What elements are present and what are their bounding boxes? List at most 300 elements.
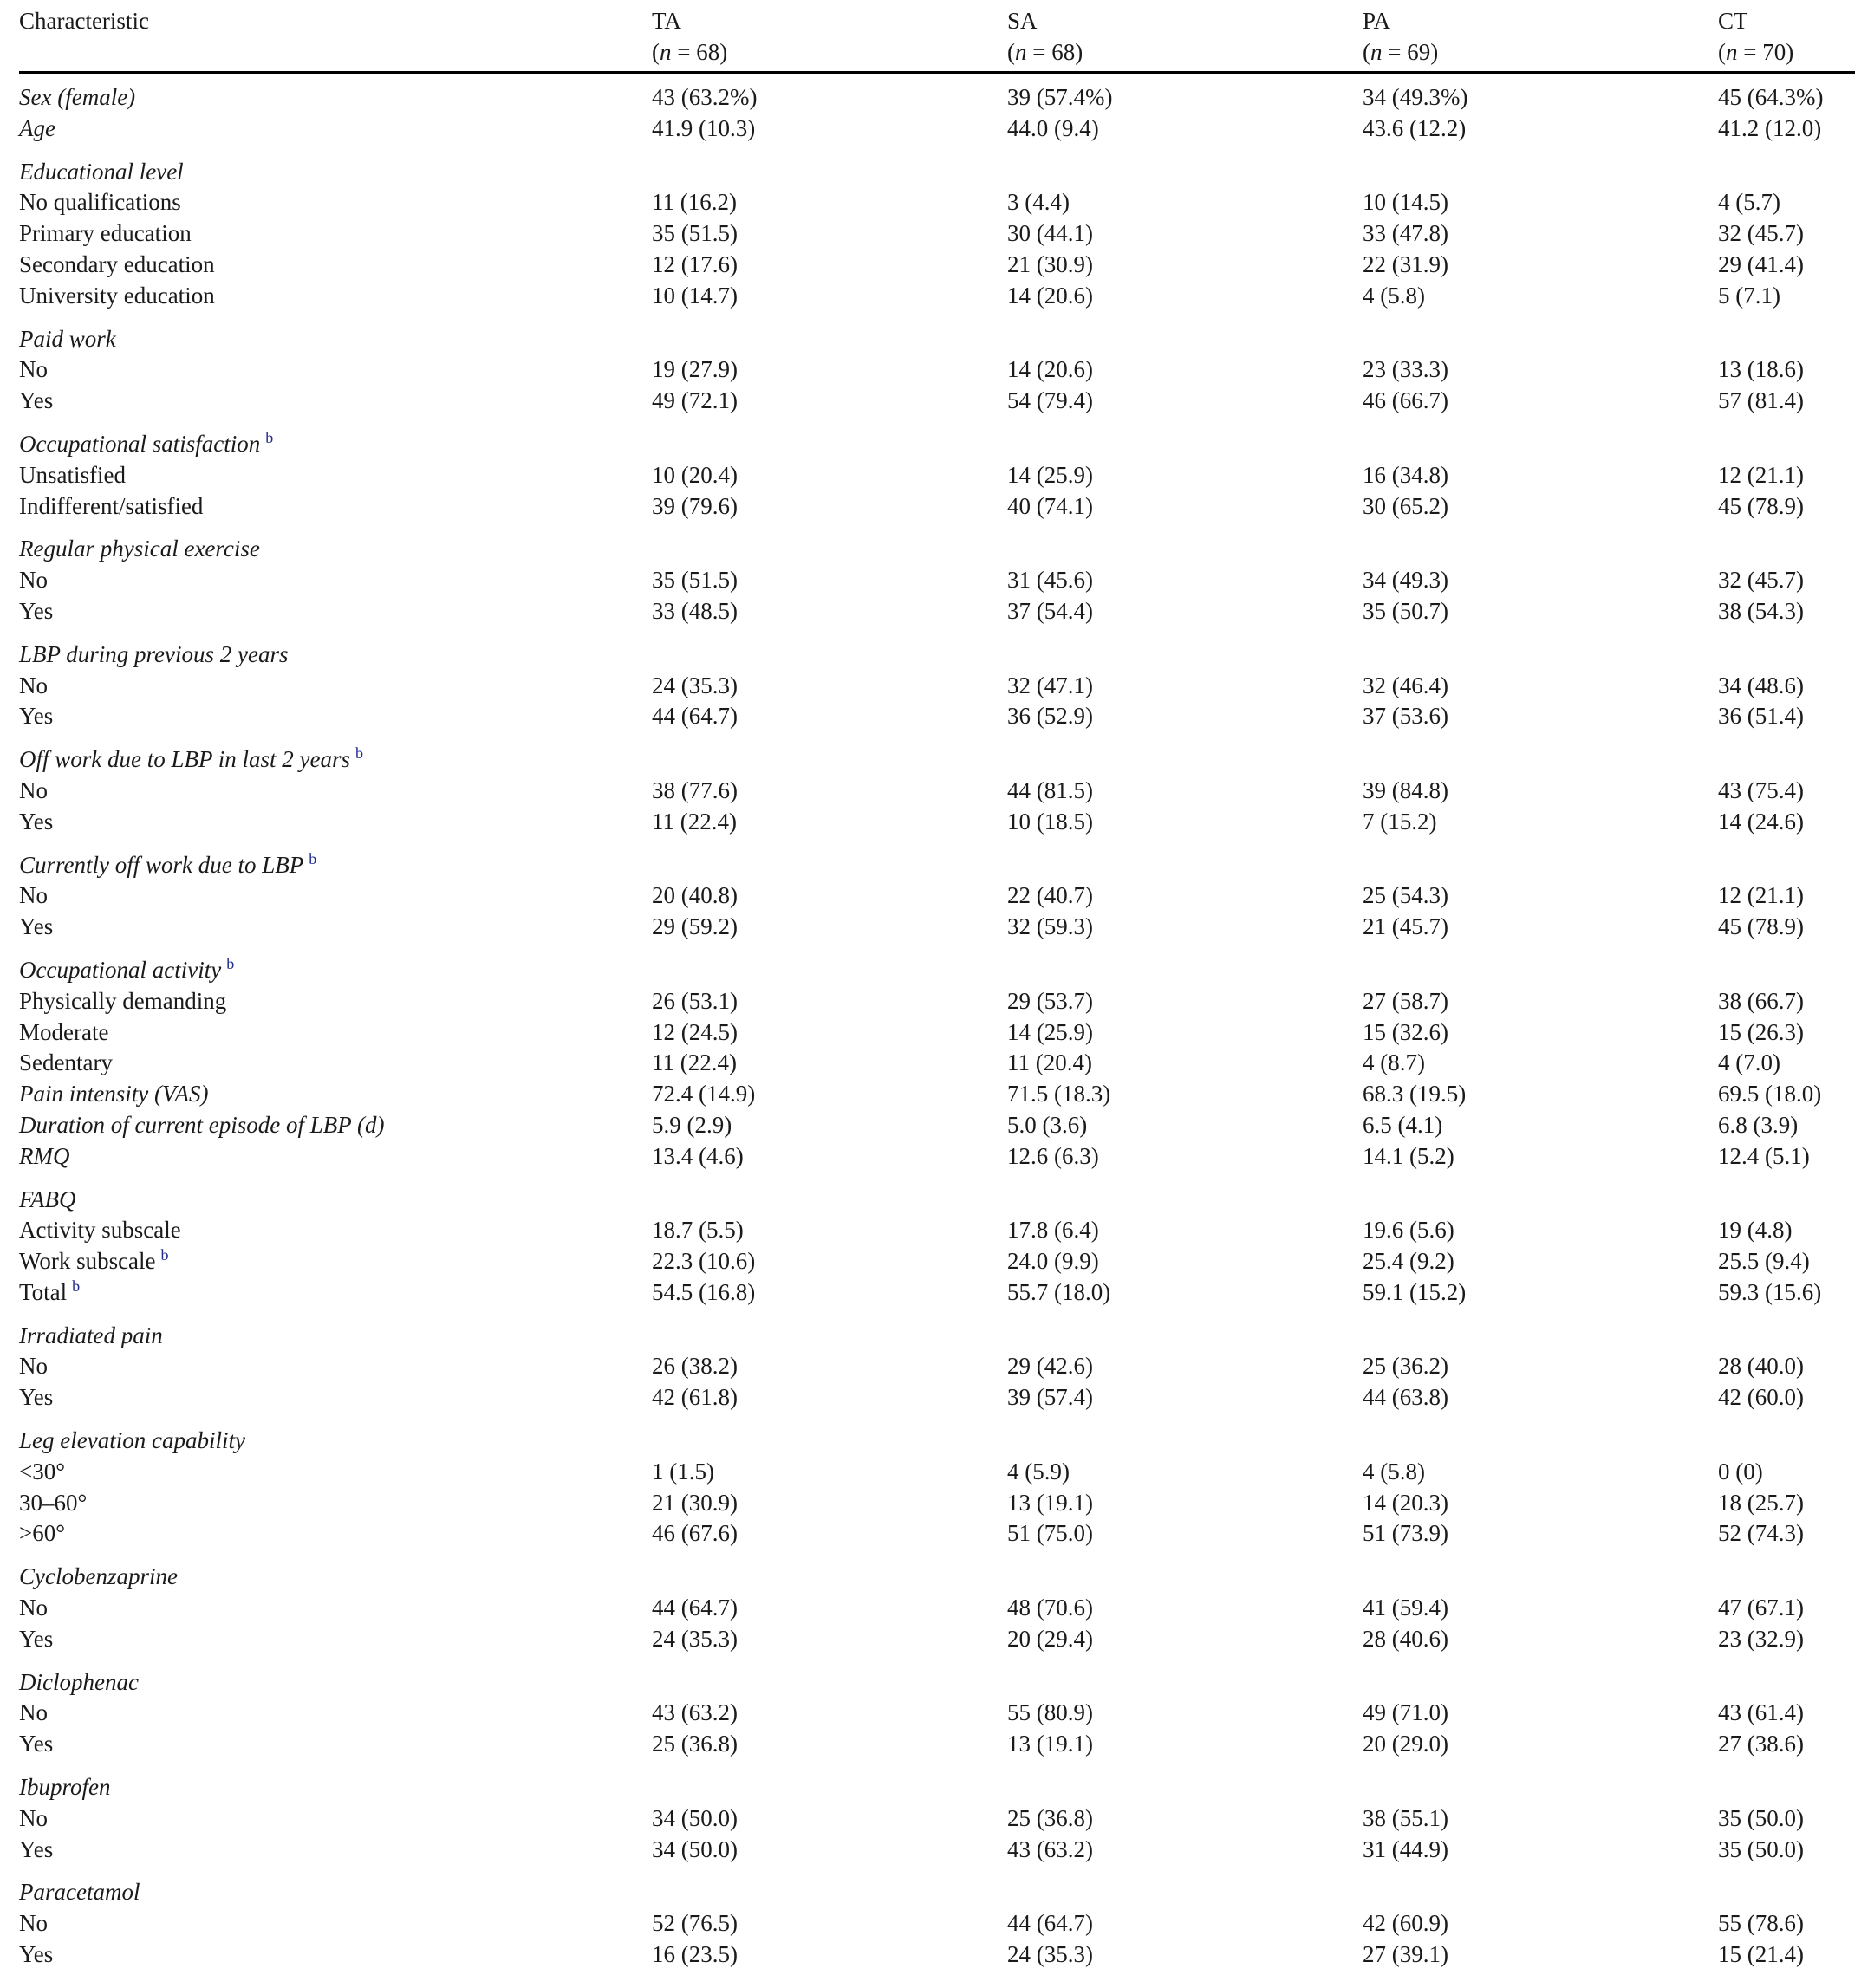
cell-pa: 23 (33.3) <box>1363 356 1448 383</box>
baseline-characteristics-table <box>19 5 1855 1971</box>
section-heading-label: Regular physical exercise <box>19 536 260 562</box>
table-row <box>19 880 1855 912</box>
cell-pa: 41 (59.4) <box>1363 1595 1448 1621</box>
cell-pa: 14 (20.3) <box>1363 1489 1448 1516</box>
section-heading-label: Paracetamol <box>19 1879 140 1906</box>
row-label-text: Yes <box>19 1941 54 1968</box>
row-label <box>19 1048 652 1079</box>
section-heading-label: FABQ <box>19 1186 76 1212</box>
cell-ct: 52 (74.3) <box>1718 1520 1804 1547</box>
table-row <box>19 1110 1855 1141</box>
cell-sa: 48 (70.6) <box>1007 1595 1093 1621</box>
cell-ta: 26 (38.2) <box>652 1353 738 1380</box>
cell-ct: 25.5 (9.4) <box>1718 1248 1810 1275</box>
cell-pa: 33 (47.8) <box>1363 220 1448 247</box>
table-row <box>19 1079 1855 1110</box>
row-label <box>19 1246 652 1277</box>
row-label <box>19 596 652 627</box>
row-label <box>19 218 652 250</box>
cell-ct: 45 (78.9) <box>1718 913 1804 940</box>
row-label <box>19 1382 652 1413</box>
section-heading <box>19 1865 1855 1908</box>
cell-sa: 30 (44.1) <box>1007 220 1093 247</box>
cell-ct: 69.5 (18.0) <box>1718 1081 1822 1108</box>
table-row <box>19 1457 1855 1488</box>
cell-sa: 11 (20.4) <box>1007 1049 1092 1076</box>
cell-sa: 10 (18.5) <box>1007 808 1093 835</box>
cell-ta: 43 (63.2%) <box>652 84 758 110</box>
row-label <box>19 73 652 114</box>
cell-ct: 59.3 (15.6) <box>1718 1278 1822 1305</box>
cell-sa: 55.7 (18.0) <box>1007 1278 1111 1305</box>
section-heading <box>19 417 1855 460</box>
cell-ta: 20 (40.8) <box>652 882 738 909</box>
footnote-mark: b <box>72 1277 81 1295</box>
cell-pa: 59.1 (15.2) <box>1363 1278 1467 1305</box>
cell-pa: 25.4 (9.2) <box>1363 1248 1454 1275</box>
table-row <box>19 1246 1855 1277</box>
cell-ct: 29 (41.4) <box>1718 250 1804 277</box>
cell-ct: 13 (18.6) <box>1718 356 1804 383</box>
cell-ta: 13.4 (4.6) <box>652 1142 744 1169</box>
table-row <box>19 460 1855 491</box>
section-heading <box>19 1413 1855 1457</box>
row-label <box>19 912 652 943</box>
cell-ta: 11 (22.4) <box>652 1049 737 1076</box>
row-label-text: Total <box>19 1278 68 1305</box>
table-row <box>19 1908 1855 1939</box>
row-label-text: 30–60° <box>19 1489 88 1516</box>
row-label <box>19 880 652 912</box>
section-heading-label: Ibuprofen <box>19 1774 111 1801</box>
cell-ta: 35 (51.5) <box>652 567 738 594</box>
cell-ct: 45 (78.9) <box>1718 492 1804 519</box>
cell-pa: 49 (71.0) <box>1363 1699 1448 1726</box>
table-body <box>19 73 1855 1971</box>
footnote-mark: b <box>309 849 317 867</box>
header-group-pa <box>1363 5 1718 73</box>
section-heading <box>19 943 1855 986</box>
section-heading-label: Currently off work due to LBP <box>19 851 304 878</box>
baseline-characteristics-table-container <box>19 5 1855 1971</box>
cell-pa: 4 (8.7) <box>1363 1049 1425 1076</box>
cell-ct: 0 (0) <box>1718 1458 1763 1485</box>
cell-sa: 25 (36.8) <box>1007 1804 1093 1831</box>
cell-pa: 4 (5.8) <box>1363 282 1425 309</box>
cell-ct: 43 (61.4) <box>1718 1699 1804 1726</box>
cell-pa: 43.6 (12.2) <box>1363 114 1467 141</box>
group-n: (n = 69) <box>1363 39 1439 65</box>
cell-pa: 34 (49.3) <box>1363 567 1448 594</box>
cell-sa: 24.0 (9.9) <box>1007 1248 1099 1275</box>
row-label <box>19 1908 652 1939</box>
cell-ct: 14 (24.6) <box>1718 808 1804 835</box>
cell-ct: 45 (64.3%) <box>1718 84 1824 110</box>
row-label-text: No <box>19 1595 48 1621</box>
cell-ct: 15 (26.3) <box>1718 1018 1804 1045</box>
table-row <box>19 73 1855 114</box>
cell-sa: 20 (29.4) <box>1007 1625 1093 1652</box>
row-label <box>19 1939 652 1971</box>
row-label <box>19 1593 652 1624</box>
cell-ta: 34 (50.0) <box>652 1835 738 1862</box>
row-label-text: Yes <box>19 703 54 730</box>
row-label <box>19 1488 652 1519</box>
section-heading-row <box>19 1309 1855 1352</box>
table-row <box>19 1939 1855 1971</box>
cell-pa: 39 (84.8) <box>1363 776 1448 803</box>
cell-ta: 24 (35.3) <box>652 1625 738 1652</box>
footnote-mark: b <box>355 744 363 763</box>
row-label-text: Moderate <box>19 1018 109 1045</box>
table-row <box>19 1382 1855 1413</box>
footnote-mark: b <box>160 1246 169 1264</box>
row-label <box>19 187 652 218</box>
row-label-text: Duration of current episode of LBP (d) <box>19 1111 385 1138</box>
table-row <box>19 1017 1855 1049</box>
table-row <box>19 1215 1855 1246</box>
cell-pa: 27 (58.7) <box>1363 987 1448 1014</box>
row-label <box>19 1803 652 1835</box>
cell-ta: 11 (16.2) <box>652 189 737 216</box>
table-row <box>19 1141 1855 1173</box>
row-label <box>19 986 652 1017</box>
section-heading-label: Paid work <box>19 325 116 352</box>
row-label-text: No <box>19 567 48 594</box>
cell-pa: 35 (50.7) <box>1363 597 1448 624</box>
table-row <box>19 491 1855 523</box>
row-label-text: >60° <box>19 1520 66 1547</box>
section-heading-row <box>19 732 1855 776</box>
cell-ta: 42 (61.8) <box>652 1384 738 1411</box>
cell-pa: 15 (32.6) <box>1363 1018 1448 1045</box>
cell-ct: 38 (54.3) <box>1718 597 1804 624</box>
row-label-text: Yes <box>19 387 54 414</box>
table-row <box>19 671 1855 702</box>
row-label <box>19 1698 652 1729</box>
cell-ct: 15 (21.4) <box>1718 1941 1804 1968</box>
cell-ct: 6.8 (3.9) <box>1718 1111 1799 1138</box>
section-heading-row <box>19 312 1855 355</box>
section-heading <box>19 732 1855 776</box>
cell-sa: 40 (74.1) <box>1007 492 1093 519</box>
cell-ct: 4 (5.7) <box>1718 189 1780 216</box>
group-name: CT <box>1718 8 1748 34</box>
row-label-text: University education <box>19 282 215 309</box>
table-row <box>19 1698 1855 1729</box>
group-name: SA <box>1007 8 1038 34</box>
cell-ct: 28 (40.0) <box>1718 1353 1804 1380</box>
group-n: (n = 70) <box>1718 39 1794 65</box>
row-label <box>19 386 652 417</box>
section-heading-row <box>19 1413 1855 1457</box>
row-label-text: Activity subscale <box>19 1217 181 1244</box>
row-label <box>19 1624 652 1655</box>
row-label-text: No <box>19 882 48 909</box>
table-row <box>19 1518 1855 1549</box>
row-label-text: No <box>19 1910 48 1937</box>
cell-ct: 23 (32.9) <box>1718 1625 1804 1652</box>
row-label-text: Physically demanding <box>19 987 227 1014</box>
section-heading-row <box>19 145 1855 188</box>
row-label <box>19 701 652 732</box>
cell-ct: 34 (48.6) <box>1718 672 1804 698</box>
cell-ta: 41.9 (10.3) <box>652 114 756 141</box>
cell-sa: 44 (81.5) <box>1007 776 1093 803</box>
cell-ta: 34 (50.0) <box>652 1804 738 1831</box>
table-row <box>19 250 1855 281</box>
section-heading <box>19 1309 1855 1352</box>
cell-ta: 72.4 (14.9) <box>652 1081 756 1108</box>
group-name: TA <box>652 8 681 34</box>
cell-ta: 11 (22.4) <box>652 808 737 835</box>
table-header <box>19 5 1855 73</box>
cell-pa: 28 (40.6) <box>1363 1625 1448 1652</box>
footnote-mark: b <box>265 428 274 446</box>
cell-ta: 1 (1.5) <box>652 1458 714 1485</box>
cell-ta: 12 (17.6) <box>652 250 738 277</box>
cell-pa: 30 (65.2) <box>1363 492 1448 519</box>
section-heading-row <box>19 1865 1855 1908</box>
row-label <box>19 1351 652 1382</box>
header-characteristic: Characteristic <box>19 8 149 34</box>
section-heading-label: Occupational activity <box>19 956 222 983</box>
section-heading-row <box>19 1173 1855 1216</box>
row-label <box>19 1141 652 1173</box>
cell-ta: 43 (63.2) <box>652 1699 738 1726</box>
row-label-text: Primary education <box>19 220 192 247</box>
cell-sa: 36 (52.9) <box>1007 703 1093 730</box>
cell-sa: 32 (47.1) <box>1007 672 1093 698</box>
row-label <box>19 281 652 312</box>
cell-sa: 31 (45.6) <box>1007 567 1093 594</box>
cell-ct: 47 (67.1) <box>1718 1595 1804 1621</box>
cell-pa: 32 (46.4) <box>1363 672 1448 698</box>
cell-pa: 44 (63.8) <box>1363 1384 1448 1411</box>
section-heading-row <box>19 943 1855 986</box>
table-row <box>19 596 1855 627</box>
cell-sa: 44 (64.7) <box>1007 1910 1093 1937</box>
table-row <box>19 1277 1855 1309</box>
row-label <box>19 491 652 523</box>
row-label <box>19 776 652 807</box>
row-label-text: Unsatisfied <box>19 461 126 488</box>
section-heading <box>19 1655 1855 1699</box>
row-label <box>19 1110 652 1141</box>
cell-sa: 17.8 (6.4) <box>1007 1217 1099 1244</box>
cell-ct: 18 (25.7) <box>1718 1489 1804 1516</box>
row-label <box>19 1277 652 1309</box>
section-heading-row <box>19 627 1855 671</box>
header-group-ta <box>652 5 1007 73</box>
table-row <box>19 114 1855 145</box>
row-label <box>19 1215 652 1246</box>
section-heading-label: Irradiated pain <box>19 1322 163 1348</box>
cell-pa: 37 (53.6) <box>1363 703 1448 730</box>
cell-pa: 20 (29.0) <box>1363 1731 1448 1757</box>
cell-pa: 16 (34.8) <box>1363 461 1448 488</box>
group-n: (n = 68) <box>1007 39 1083 65</box>
row-label-text: Yes <box>19 1384 54 1411</box>
table-row <box>19 1593 1855 1624</box>
cell-pa: 22 (31.9) <box>1363 250 1448 277</box>
section-heading-row <box>19 417 1855 460</box>
row-label-text: Secondary education <box>19 250 215 277</box>
row-label <box>19 1079 652 1110</box>
cell-ct: 35 (50.0) <box>1718 1804 1804 1831</box>
row-label-text: Pain intensity (VAS) <box>19 1081 209 1108</box>
cell-ta: 33 (48.5) <box>652 597 738 624</box>
table-row <box>19 281 1855 312</box>
cell-ta: 54.5 (16.8) <box>652 1278 756 1305</box>
section-heading-label: Educational level <box>19 158 184 185</box>
cell-pa: 51 (73.9) <box>1363 1520 1448 1547</box>
cell-sa: 14 (25.9) <box>1007 461 1093 488</box>
header-group-ct <box>1718 5 1855 73</box>
cell-pa: 6.5 (4.1) <box>1363 1111 1443 1138</box>
cell-sa: 3 (4.4) <box>1007 189 1070 216</box>
cell-pa: 25 (36.2) <box>1363 1353 1448 1380</box>
row-label-text: Yes <box>19 1835 54 1862</box>
cell-ct: 36 (51.4) <box>1718 703 1804 730</box>
row-label-text: Yes <box>19 808 54 835</box>
cell-sa: 51 (75.0) <box>1007 1520 1093 1547</box>
cell-ta: 24 (35.3) <box>652 672 738 698</box>
cell-pa: 46 (66.7) <box>1363 387 1448 414</box>
cell-pa: 68.3 (19.5) <box>1363 1081 1467 1108</box>
row-label-text: <30° <box>19 1458 66 1485</box>
table-row <box>19 807 1855 838</box>
cell-ta: 25 (36.8) <box>652 1731 738 1757</box>
section-heading-row <box>19 1655 1855 1699</box>
cell-sa: 43 (63.2) <box>1007 1835 1093 1862</box>
cell-ct: 57 (81.4) <box>1718 387 1804 414</box>
cell-sa: 37 (54.4) <box>1007 597 1093 624</box>
cell-ta: 44 (64.7) <box>652 703 738 730</box>
header-group-sa <box>1007 5 1363 73</box>
row-label <box>19 460 652 491</box>
cell-pa: 25 (54.3) <box>1363 882 1448 909</box>
section-heading-row <box>19 1549 1855 1593</box>
cell-sa: 32 (59.3) <box>1007 913 1093 940</box>
row-label-text: No qualifications <box>19 189 181 216</box>
table-row <box>19 912 1855 943</box>
cell-ct: 27 (38.6) <box>1718 1731 1804 1757</box>
section-heading-row <box>19 838 1855 881</box>
row-label-text: No <box>19 356 48 383</box>
cell-ta: 19 (27.9) <box>652 356 738 383</box>
row-label <box>19 1729 652 1760</box>
row-label <box>19 1017 652 1049</box>
cell-pa: 27 (39.1) <box>1363 1941 1448 1968</box>
cell-ta: 10 (14.7) <box>652 282 738 309</box>
row-label-text: Yes <box>19 1625 54 1652</box>
cell-ta: 18.7 (5.5) <box>652 1217 744 1244</box>
cell-ct: 42 (60.0) <box>1718 1384 1804 1411</box>
cell-ta: 12 (24.5) <box>652 1018 738 1045</box>
cell-pa: 42 (60.9) <box>1363 1910 1448 1937</box>
row-label-text: Age <box>19 114 55 141</box>
header-row <box>19 5 1855 73</box>
row-label-text: Sex (female) <box>19 84 136 110</box>
cell-pa: 34 (49.3%) <box>1363 84 1468 110</box>
table-row <box>19 1803 1855 1835</box>
table-row <box>19 776 1855 807</box>
cell-ta: 5.9 (2.9) <box>652 1111 732 1138</box>
row-label <box>19 807 652 838</box>
row-label-text: Yes <box>19 913 54 940</box>
table-row <box>19 1488 1855 1519</box>
footnote-mark: b <box>226 954 235 972</box>
table-row <box>19 386 1855 417</box>
cell-ct: 5 (7.1) <box>1718 282 1780 309</box>
row-label <box>19 1518 652 1549</box>
cell-sa: 39 (57.4) <box>1007 1384 1093 1411</box>
cell-ct: 12 (21.1) <box>1718 461 1804 488</box>
cell-sa: 4 (5.9) <box>1007 1458 1070 1485</box>
cell-sa: 14 (25.9) <box>1007 1018 1093 1045</box>
section-heading-label: Diclophenac <box>19 1668 139 1695</box>
row-label <box>19 1835 652 1866</box>
section-heading-label: Leg elevation capability <box>19 1427 245 1454</box>
cell-ta: 46 (67.6) <box>652 1520 738 1547</box>
row-label-text: RMQ <box>19 1142 70 1169</box>
cell-sa: 29 (42.6) <box>1007 1353 1093 1380</box>
row-label <box>19 250 652 281</box>
cell-pa: 10 (14.5) <box>1363 189 1448 216</box>
cell-sa: 5.0 (3.6) <box>1007 1111 1088 1138</box>
row-label-text: No <box>19 1699 48 1726</box>
cell-sa: 71.5 (18.3) <box>1007 1081 1111 1108</box>
table-row <box>19 1624 1855 1655</box>
cell-ta: 44 (64.7) <box>652 1595 738 1621</box>
section-heading <box>19 1173 1855 1216</box>
section-heading <box>19 1760 1855 1803</box>
cell-ta: 52 (76.5) <box>652 1910 738 1937</box>
cell-pa: 31 (44.9) <box>1363 1835 1448 1862</box>
cell-sa: 12.6 (6.3) <box>1007 1142 1099 1169</box>
cell-ta: 49 (72.1) <box>652 387 738 414</box>
cell-ct: 4 (7.0) <box>1718 1049 1780 1076</box>
cell-pa: 14.1 (5.2) <box>1363 1142 1454 1169</box>
cell-pa: 7 (15.2) <box>1363 808 1437 835</box>
cell-sa: 13 (19.1) <box>1007 1731 1093 1757</box>
cell-sa: 39 (57.4%) <box>1007 84 1113 110</box>
row-label <box>19 114 652 145</box>
row-label-text: Yes <box>19 1731 54 1757</box>
row-label-text: No <box>19 776 48 803</box>
cell-ct: 19 (4.8) <box>1718 1217 1793 1244</box>
table-row <box>19 565 1855 596</box>
section-heading <box>19 522 1855 565</box>
row-label <box>19 671 652 702</box>
group-name: PA <box>1363 8 1391 34</box>
cell-sa: 54 (79.4) <box>1007 387 1093 414</box>
row-label-text: Indifferent/satisfied <box>19 492 204 519</box>
table-row <box>19 986 1855 1017</box>
row-label-text: Sedentary <box>19 1049 113 1076</box>
cell-pa: 19.6 (5.6) <box>1363 1217 1454 1244</box>
group-n: (n = 68) <box>652 39 728 65</box>
cell-ta: 26 (53.1) <box>652 987 738 1014</box>
cell-sa: 22 (40.7) <box>1007 882 1093 909</box>
cell-ct: 12.4 (5.1) <box>1718 1142 1810 1169</box>
cell-sa: 55 (80.9) <box>1007 1699 1093 1726</box>
row-label-text: No <box>19 1353 48 1380</box>
table-row <box>19 1729 1855 1760</box>
section-heading-row <box>19 1760 1855 1803</box>
section-heading-label: Off work due to LBP in last 2 years <box>19 746 350 773</box>
